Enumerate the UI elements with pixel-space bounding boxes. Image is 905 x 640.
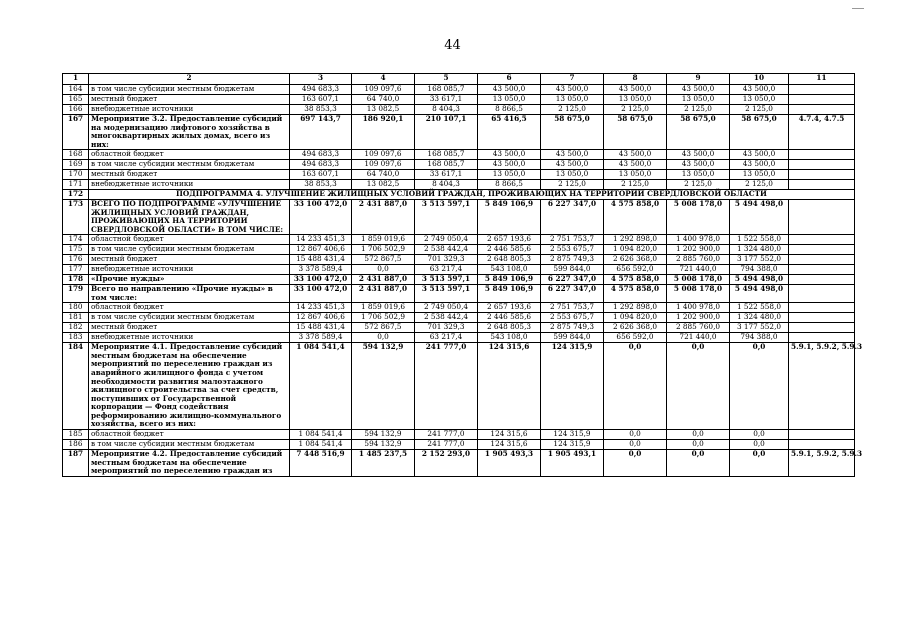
value-cell: 186 920,1 <box>352 115 415 150</box>
value-cell: 721 440,0 <box>667 265 730 275</box>
row-label: в том числе субсидии местным бюджетам <box>89 440 290 450</box>
budget-table <box>62 73 863 477</box>
value-cell: 1 522 558,0 <box>730 303 789 313</box>
row-label: Мероприятие 3.2. Предоставление субсидий на модернизацию лифтового хозяйства в многоквартирных жилых домах, всего из них: <box>89 115 290 150</box>
value-cell: 5 494 498,0 <box>730 275 789 285</box>
value-cell: 3 177 552,0 <box>730 323 789 333</box>
value-cell: 572 867,5 <box>352 255 415 265</box>
row-label: «Прочие нужды» <box>89 275 290 285</box>
value-cell: 0,0 <box>667 343 730 430</box>
value-cell: 572 867,5 <box>352 323 415 333</box>
value-cell: 8 866,5 <box>478 180 541 190</box>
value-cell: 3 513 597,1 <box>415 199 478 234</box>
row-number: 171 <box>63 180 89 190</box>
value-cell: 33 100 472,0 <box>290 199 352 234</box>
row-number: 173 <box>63 199 89 234</box>
value-cell: 43 500,0 <box>730 150 789 160</box>
value-cell <box>789 235 855 245</box>
header-cell: 1 <box>63 74 89 85</box>
value-cell: 6 227 347,0 <box>541 199 604 234</box>
value-cell: 3 513 597,1 <box>415 284 478 302</box>
value-cell: 5 494 498,0 <box>730 284 789 302</box>
value-cell: 43 500,0 <box>604 85 667 95</box>
value-cell: 1 084 541,4 <box>290 343 352 430</box>
header-cell: 4 <box>352 74 415 85</box>
value-cell: 0,0 <box>667 440 730 450</box>
table-row <box>63 313 855 323</box>
table-row <box>63 450 855 477</box>
table-row <box>63 343 855 430</box>
row-number: 170 <box>63 170 89 180</box>
value-cell: 1 905 493,3 <box>478 450 541 477</box>
row-label: областной бюджет <box>89 150 290 160</box>
table-row <box>63 284 855 302</box>
value-cell: 5.9.1, 5.9.2, 5.9.3 <box>789 450 855 477</box>
value-cell: 2 538 442,4 <box>415 313 478 323</box>
value-cell: 1 094 820,0 <box>604 245 667 255</box>
value-cell: 43 500,0 <box>604 150 667 160</box>
header-cell: 9 <box>667 74 730 85</box>
value-cell: 656 592,0 <box>604 265 667 275</box>
value-cell <box>789 105 855 115</box>
row-label: местный бюджет <box>89 170 290 180</box>
row-number: 165 <box>63 95 89 105</box>
value-cell: 13 050,0 <box>478 95 541 105</box>
value-cell: 13 082,5 <box>352 180 415 190</box>
row-number: 183 <box>63 333 89 343</box>
value-cell: 0,0 <box>352 333 415 343</box>
value-cell: 43 500,0 <box>604 160 667 170</box>
value-cell: 168 085,7 <box>415 150 478 160</box>
value-cell: 13 050,0 <box>478 170 541 180</box>
value-cell: 1 859 019,6 <box>352 303 415 313</box>
value-cell: 1 400 978,0 <box>667 303 730 313</box>
section-title: ПОДПРОГРАММА 4. УЛУЧШЕНИЕ ЖИЛИЩНЫХ УСЛОВИЙ ГРАЖДАН, ПРОЖИВАЮЩИХ НА ТЕРРИТОРИИ СВЕРДЛОВСКОЙ ОБЛАСТИ <box>89 190 855 200</box>
value-cell: 33 617,1 <box>415 95 478 105</box>
value-cell: 4 575 858,0 <box>604 275 667 285</box>
row-label: Мероприятие 4.1. Предоставление субсидий местным бюджетам на обеспечение мероприятий по переселению граждан из аварийного жилищного фонда с учетом необходимости развития малоэтажного жилищного строительства за счет средств, поступивших от Государственной корпорации — Фонд содействия реформированию жилищно-коммунального хозяйства, всего из них: <box>89 343 290 430</box>
row-label: внебюджетные источники <box>89 180 290 190</box>
table-row <box>63 85 855 95</box>
value-cell: 8 866,5 <box>478 105 541 115</box>
value-cell: 3 513 597,1 <box>415 275 478 285</box>
value-cell: 124 315,6 <box>478 440 541 450</box>
value-cell: 4 575 858,0 <box>604 284 667 302</box>
value-cell: 0,0 <box>667 450 730 477</box>
value-cell: 0,0 <box>667 430 730 440</box>
value-cell: 5 849 106,9 <box>478 284 541 302</box>
value-cell <box>789 265 855 275</box>
value-cell: 3 177 552,0 <box>730 255 789 265</box>
value-cell: 1 400 978,0 <box>667 235 730 245</box>
value-cell: 109 097,6 <box>352 160 415 170</box>
value-cell: 2 125,0 <box>604 105 667 115</box>
row-number: 167 <box>63 115 89 150</box>
value-cell: 1 084 541,4 <box>290 430 352 440</box>
value-cell: 594 132,9 <box>352 440 415 450</box>
value-cell: 2 657 193,6 <box>478 303 541 313</box>
value-cell: 13 050,0 <box>541 95 604 105</box>
value-cell: 64 740,0 <box>352 170 415 180</box>
value-cell: 33 100 472,0 <box>290 284 352 302</box>
value-cell: 13 050,0 <box>730 170 789 180</box>
value-cell: 163 607,1 <box>290 95 352 105</box>
row-number: 177 <box>63 265 89 275</box>
value-cell: 63 217,4 <box>415 333 478 343</box>
value-cell <box>789 313 855 323</box>
value-cell: 794 388,0 <box>730 265 789 275</box>
value-cell: 494 683,3 <box>290 150 352 160</box>
header-cell: 6 <box>478 74 541 85</box>
value-cell: 2 875 749,3 <box>541 255 604 265</box>
value-cell: 43 500,0 <box>478 160 541 170</box>
header-cell: 5 <box>415 74 478 85</box>
value-cell: 43 500,0 <box>478 150 541 160</box>
row-label: в том числе субсидии местным бюджетам <box>89 85 290 95</box>
value-cell: 2 885 760,0 <box>667 323 730 333</box>
value-cell: 163 607,1 <box>290 170 352 180</box>
value-cell: 2 749 050,4 <box>415 235 478 245</box>
page-number: 44 <box>444 38 461 53</box>
row-number: 181 <box>63 313 89 323</box>
value-cell: 65 416,5 <box>478 115 541 150</box>
row-label: в том числе субсидии местным бюджетам <box>89 160 290 170</box>
row-number: 164 <box>63 85 89 95</box>
table-row <box>63 440 855 450</box>
value-cell <box>789 303 855 313</box>
value-cell: 0,0 <box>352 265 415 275</box>
table-row <box>63 160 855 170</box>
value-cell: 2 553 675,7 <box>541 313 604 323</box>
value-cell: 168 085,7 <box>415 85 478 95</box>
value-cell: 38 853,3 <box>290 105 352 115</box>
value-cell: 6 227 347,0 <box>541 275 604 285</box>
value-cell: 64 740,0 <box>352 95 415 105</box>
row-number: 180 <box>63 303 89 313</box>
value-cell: 14 233 451,3 <box>290 303 352 313</box>
value-cell: 4 575 858,0 <box>604 199 667 234</box>
value-cell: 3 378 589,4 <box>290 265 352 275</box>
row-label: внебюджетные источники <box>89 265 290 275</box>
table-row <box>63 95 855 105</box>
value-cell: 543 108,0 <box>478 333 541 343</box>
value-cell: 168 085,7 <box>415 160 478 170</box>
value-cell <box>789 333 855 343</box>
value-cell: 5 008 178,0 <box>667 284 730 302</box>
value-cell: 58 675,0 <box>541 115 604 150</box>
row-number: 175 <box>63 245 89 255</box>
value-cell: 599 844,0 <box>541 265 604 275</box>
row-label: ВСЕГО ПО ПОДПРОГРАММЕ «УЛУЧШЕНИЕ ЖИЛИЩНЫХ УСЛОВИЙ ГРАЖДАН, ПРОЖИВАЮЩИХ НА ТЕРРИТОРИИ СВЕРДЛОВСКОЙ ОБЛАСТИ» В ТОМ ЧИСЛЕ: <box>89 199 290 234</box>
value-cell: 13 082,5 <box>352 105 415 115</box>
value-cell: 124 315,9 <box>541 440 604 450</box>
value-cell <box>789 170 855 180</box>
value-cell: 2 125,0 <box>667 105 730 115</box>
value-cell: 2 626 368,0 <box>604 255 667 265</box>
value-cell: 2 751 753,7 <box>541 303 604 313</box>
value-cell: 2 125,0 <box>730 180 789 190</box>
table-row <box>63 115 855 150</box>
header-cell: 8 <box>604 74 667 85</box>
value-cell: 124 315,9 <box>541 343 604 430</box>
value-cell: 43 500,0 <box>667 150 730 160</box>
value-cell: 12 867 406,6 <box>290 313 352 323</box>
header-cell: 7 <box>541 74 604 85</box>
value-cell: 2 125,0 <box>541 105 604 115</box>
row-label: местный бюджет <box>89 255 290 265</box>
value-cell: 494 683,3 <box>290 160 352 170</box>
value-cell: 13 050,0 <box>667 170 730 180</box>
value-cell <box>789 255 855 265</box>
row-label: в том числе субсидии местным бюджетам <box>89 245 290 255</box>
value-cell: 13 050,0 <box>604 170 667 180</box>
value-cell: 124 315,6 <box>478 343 541 430</box>
value-cell: 543 108,0 <box>478 265 541 275</box>
row-number: 176 <box>63 255 89 265</box>
value-cell: 5 849 106,9 <box>478 199 541 234</box>
value-cell <box>789 85 855 95</box>
value-cell: 2 885 760,0 <box>667 255 730 265</box>
value-cell: 43 500,0 <box>730 85 789 95</box>
value-cell: 1 522 558,0 <box>730 235 789 245</box>
value-cell: 2 125,0 <box>541 180 604 190</box>
value-cell: 12 867 406,6 <box>290 245 352 255</box>
value-cell: 241 777,0 <box>415 343 478 430</box>
value-cell: 1 292 898,0 <box>604 303 667 313</box>
value-cell: 8 404,3 <box>415 105 478 115</box>
table-row <box>63 255 855 265</box>
value-cell: 58 675,0 <box>604 115 667 150</box>
table-row <box>63 199 855 234</box>
row-number: 168 <box>63 150 89 160</box>
value-cell <box>789 245 855 255</box>
value-cell <box>789 323 855 333</box>
header-cell: 2 <box>89 74 290 85</box>
value-cell: 2 657 193,6 <box>478 235 541 245</box>
value-cell: 13 050,0 <box>604 95 667 105</box>
table-row <box>63 105 855 115</box>
value-cell: 5.9.1, 5.9.2, 5.9.3 <box>789 343 855 430</box>
value-cell: 0,0 <box>730 430 789 440</box>
value-cell: 2 152 293,0 <box>415 450 478 477</box>
value-cell: 599 844,0 <box>541 333 604 343</box>
value-cell: 7 448 516,9 <box>290 450 352 477</box>
value-cell: 5 849 106,9 <box>478 275 541 285</box>
value-cell: 4.7.4, 4.7.5 <box>789 115 855 150</box>
value-cell: 701 329,3 <box>415 255 478 265</box>
value-cell: 494 683,3 <box>290 85 352 95</box>
row-label: местный бюджет <box>89 323 290 333</box>
value-cell: 2 446 585,6 <box>478 245 541 255</box>
value-cell: 124 315,6 <box>478 430 541 440</box>
row-number: 169 <box>63 160 89 170</box>
value-cell: 15 488 431,4 <box>290 323 352 333</box>
row-label: областной бюджет <box>89 303 290 313</box>
value-cell: 0,0 <box>604 450 667 477</box>
value-cell: 1 905 493,1 <box>541 450 604 477</box>
value-cell: 58 675,0 <box>730 115 789 150</box>
value-cell: 5 008 178,0 <box>667 199 730 234</box>
value-cell: 594 132,9 <box>352 343 415 430</box>
table-row <box>63 275 855 285</box>
table-row <box>63 323 855 333</box>
row-number: 182 <box>63 323 89 333</box>
value-cell: 0,0 <box>730 343 789 430</box>
value-cell: 63 217,4 <box>415 265 478 275</box>
row-number: 172 <box>63 190 89 200</box>
value-cell: 13 050,0 <box>541 170 604 180</box>
table-row <box>63 265 855 275</box>
value-cell: 2 648 805,3 <box>478 255 541 265</box>
value-cell: 58 675,0 <box>667 115 730 150</box>
value-cell <box>789 150 855 160</box>
value-cell: 43 500,0 <box>541 150 604 160</box>
table-row <box>63 303 855 313</box>
value-cell: 1 859 019,6 <box>352 235 415 245</box>
value-cell: 701 329,3 <box>415 323 478 333</box>
value-cell: 2 749 050,4 <box>415 303 478 313</box>
value-cell <box>789 199 855 234</box>
value-cell: 43 500,0 <box>667 85 730 95</box>
value-cell: 1 202 900,0 <box>667 313 730 323</box>
value-cell: 241 777,0 <box>415 430 478 440</box>
value-cell: 2 648 805,3 <box>478 323 541 333</box>
value-cell: 721 440,0 <box>667 333 730 343</box>
value-cell: 210 107,1 <box>415 115 478 150</box>
value-cell: 241 777,0 <box>415 440 478 450</box>
row-number: 185 <box>63 430 89 440</box>
table-header <box>63 74 855 85</box>
value-cell: 2 538 442,4 <box>415 245 478 255</box>
value-cell: 1 485 237,5 <box>352 450 415 477</box>
value-cell: 43 500,0 <box>730 160 789 170</box>
value-cell: 697 143,7 <box>290 115 352 150</box>
value-cell: 8 404,3 <box>415 180 478 190</box>
value-cell: 656 592,0 <box>604 333 667 343</box>
value-cell: 43 500,0 <box>541 160 604 170</box>
row-number: 166 <box>63 105 89 115</box>
table-row <box>63 170 855 180</box>
value-cell <box>789 95 855 105</box>
value-cell: 0,0 <box>604 343 667 430</box>
row-number: 186 <box>63 440 89 450</box>
value-cell: 13 050,0 <box>730 95 789 105</box>
value-cell: 43 500,0 <box>667 160 730 170</box>
value-cell: 33 100 472,0 <box>290 275 352 285</box>
table-row <box>63 150 855 160</box>
header-cell: 10 <box>730 74 789 85</box>
row-number: 178 <box>63 275 89 285</box>
value-cell <box>789 160 855 170</box>
value-cell: 2 431 887,0 <box>352 284 415 302</box>
value-cell: 14 233 451,3 <box>290 235 352 245</box>
value-cell: 594 132,9 <box>352 430 415 440</box>
value-cell <box>789 430 855 440</box>
row-number: 179 <box>63 284 89 302</box>
value-cell: 13 050,0 <box>667 95 730 105</box>
row-label: внебюджетные источники <box>89 333 290 343</box>
row-number: 187 <box>63 450 89 477</box>
value-cell: 1 324 480,0 <box>730 313 789 323</box>
value-cell: 2 875 749,3 <box>541 323 604 333</box>
row-label: Всего по направлению «Прочие нужды» в том числе: <box>89 284 290 302</box>
value-cell: 109 097,6 <box>352 85 415 95</box>
table-body <box>63 84 863 477</box>
value-cell: 33 617,1 <box>415 170 478 180</box>
row-label: в том числе субсидии местным бюджетам <box>89 313 290 323</box>
value-cell: 15 488 431,4 <box>290 255 352 265</box>
value-cell: 794 388,0 <box>730 333 789 343</box>
value-cell: 0,0 <box>604 430 667 440</box>
value-cell: 2 553 675,7 <box>541 245 604 255</box>
value-cell: 3 378 589,4 <box>290 333 352 343</box>
row-label: областной бюджет <box>89 235 290 245</box>
value-cell: 2 431 887,0 <box>352 275 415 285</box>
value-cell: 1 202 900,0 <box>667 245 730 255</box>
value-cell: 1 706 502,9 <box>352 313 415 323</box>
value-cell: 2 751 753,7 <box>541 235 604 245</box>
row-label: внебюджетные источники <box>89 105 290 115</box>
value-cell <box>789 440 855 450</box>
value-cell: 2 125,0 <box>730 105 789 115</box>
value-cell <box>789 284 855 302</box>
value-cell: 6 227 347,0 <box>541 284 604 302</box>
value-cell: 0,0 <box>604 440 667 450</box>
table-row <box>63 333 855 343</box>
value-cell <box>789 275 855 285</box>
value-cell: 1 292 898,0 <box>604 235 667 245</box>
row-label: Мероприятие 4.2. Предоставление субсидий местным бюджетам на обеспечение мероприятий по переселению граждан из <box>89 450 290 477</box>
value-cell: 0,0 <box>730 450 789 477</box>
value-cell: 5 494 498,0 <box>730 199 789 234</box>
value-cell: 43 500,0 <box>478 85 541 95</box>
value-cell: 2 446 585,6 <box>478 313 541 323</box>
value-cell: 1 324 480,0 <box>730 245 789 255</box>
table-row <box>63 245 855 255</box>
value-cell: 1 084 541,4 <box>290 440 352 450</box>
row-number: 174 <box>63 235 89 245</box>
value-cell: 2 125,0 <box>604 180 667 190</box>
value-cell: 1 094 820,0 <box>604 313 667 323</box>
value-cell: 2 431 887,0 <box>352 199 415 234</box>
value-cell: 2 125,0 <box>667 180 730 190</box>
row-number: 184 <box>63 343 89 430</box>
value-cell: 124 315,9 <box>541 430 604 440</box>
value-cell: 109 097,6 <box>352 150 415 160</box>
value-cell: 5 008 178,0 <box>667 275 730 285</box>
value-cell: 0,0 <box>730 440 789 450</box>
row-label: областной бюджет <box>89 430 290 440</box>
header-cell: 3 <box>290 74 352 85</box>
row-label: местный бюджет <box>89 95 290 105</box>
table-row <box>63 235 855 245</box>
table-row <box>63 430 855 440</box>
header-cell: 11 <box>789 74 855 85</box>
value-cell: 43 500,0 <box>541 85 604 95</box>
value-cell: 38 853,3 <box>290 180 352 190</box>
value-cell: 1 706 502,9 <box>352 245 415 255</box>
value-cell <box>789 180 855 190</box>
value-cell: 2 626 368,0 <box>604 323 667 333</box>
corner-mark <box>852 8 864 9</box>
